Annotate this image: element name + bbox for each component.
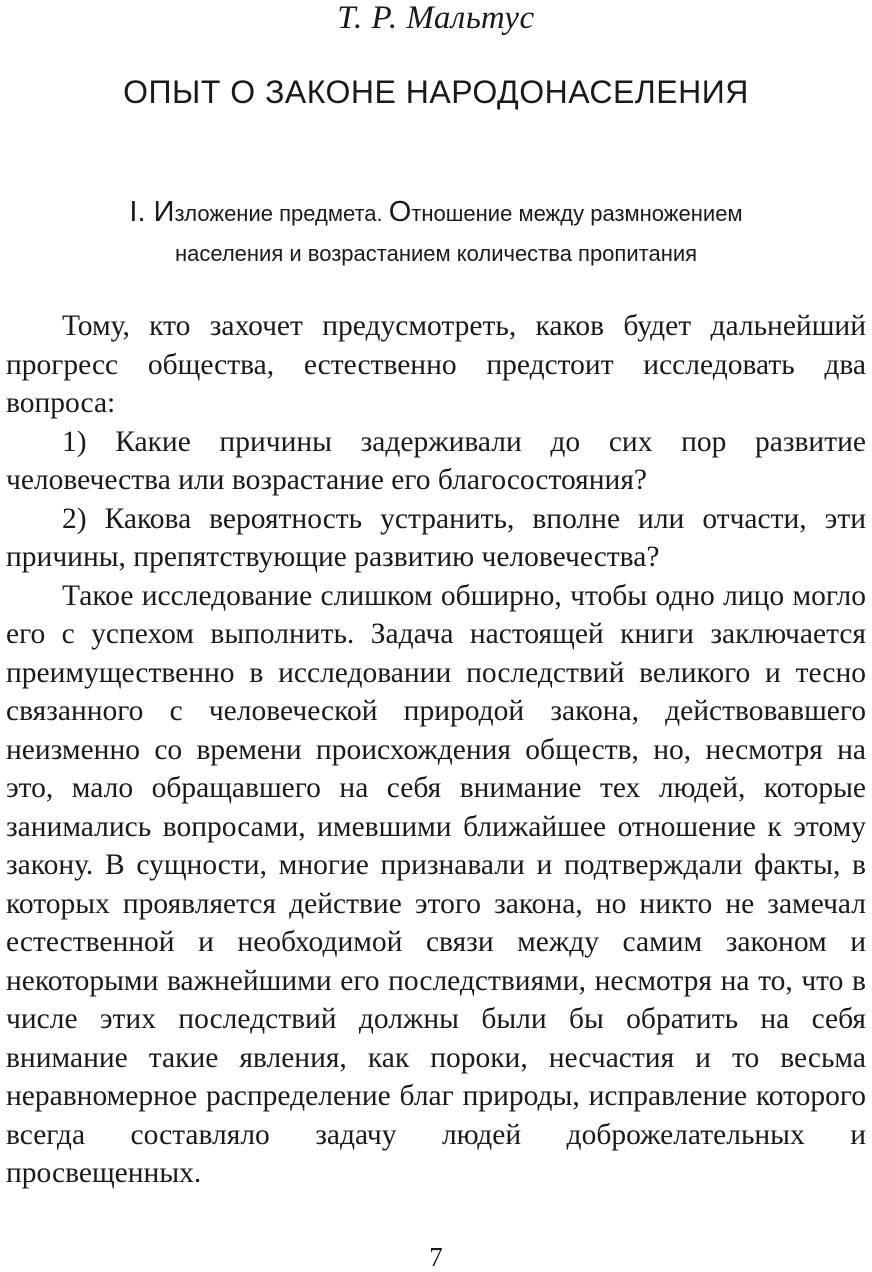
book-title: ОПЫТ О ЗАКОНЕ НАРОДОНАСЕЛЕНИЯ bbox=[123, 74, 749, 110]
chapter-small-cap-initial: О bbox=[388, 196, 412, 228]
chapter-heading bbox=[30, 192, 842, 274]
chapter-heading-line-2: населения и возрастанием количества пропитания bbox=[174, 241, 698, 266]
paragraph-question-2: 2) Какова вероятность устранить, вполне или отчасти, эти причины, препятствующие развитию человечества? bbox=[6, 502, 866, 573]
paragraph-question-1: 1) Какие причины задерживали до сих пор развитие человечества или возрастание его благосостояния? bbox=[6, 425, 866, 496]
chapter-heading-line-1 bbox=[30, 192, 842, 234]
running-header-author: Т. Р. Мальтус bbox=[337, 0, 535, 36]
chapter-title-part-1: зложение предмета. bbox=[174, 201, 389, 226]
chapter-title-part-2: тношение между размножением bbox=[411, 201, 743, 226]
chapter-numeral: I. bbox=[129, 196, 154, 228]
paragraph-intro: Тому, кто захочет предусмотреть, каков будет дальнейший прогресс общества, естественно предстоит исследовать два вопроса: bbox=[6, 310, 866, 419]
paragraph-main: Такое исследование слишком обширно, чтобы одно лицо могло его с успехом выполнить. Задача настоящей книги заключается преимущественно в исследовании последствий великого и тесно связанного с человеческой природой закона, действовавшего неизменно со времени происхождения обществ, но, несмотря на это, мало обращавшего на себя внимание тех людей, которые занимались вопросами, имевшими ближайшее отношение к этому закону. В сущности, многие признавали и подтверждали факты, в которых проявляется действие этого закона, но никто не замечал естественной и необходимой связи между самим законом и некоторыми важнейшими его последствиями, несмотря на то, что в числе этих последствий должны были бы обратить на себя внимание такие явления, как пороки, несчастия и то весьма неравномерное распределение благ природы, исправление которого всегда составляло задачу людей доброжелательных и просвещенных. bbox=[6, 579, 866, 1189]
body-text bbox=[6, 307, 866, 1193]
page-number: 7 bbox=[429, 1242, 443, 1272]
chapter-small-cap-initial: И bbox=[153, 196, 175, 228]
